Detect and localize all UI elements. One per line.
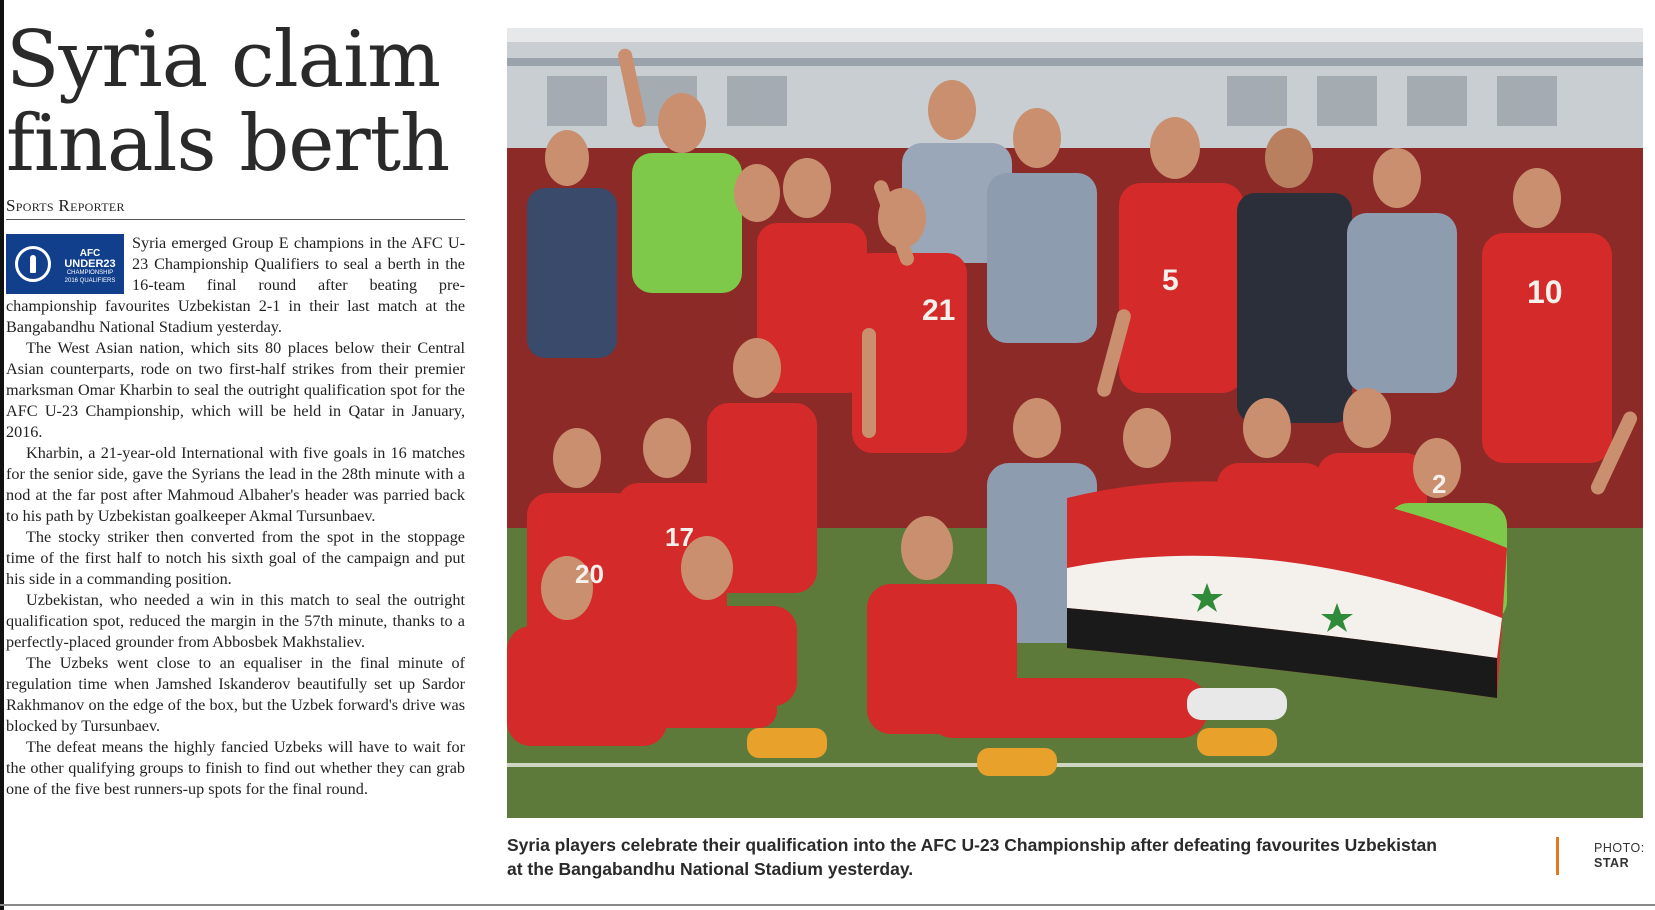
logo-subtitle: CHAMPIONSHIP xyxy=(66,270,114,276)
article-paragraph: The defeat means the highly fancied Uzbeks will have to wait for the other qualifying groups to finish to find out whether they can grab one of the five best runners-up spots for the final round. xyxy=(6,738,465,798)
jersey-number-5: 5 xyxy=(1162,264,1179,297)
page-bottom-rule xyxy=(0,904,1655,906)
article-paragraph: Kharbin, a 21-year-old International with five goals in 16 matches for the senior side, gave the Syrians the lead in the 28th minute with a nod at the far post after Mahmoud Albaher's header was parried back to his path by Uzbekistan goalkeeper Akmal Tursunbaev. xyxy=(6,444,465,525)
article-paragraph: The West Asian nation, which sits 80 places below their Central Asian counterparts, rode on two first-half strikes from their premier marksman Omar Kharbin to seal the outright qualification spot for the AFC U-23 Championship, which will be held in Qatar in January, 2016. xyxy=(6,339,465,441)
headline-line-2: finals berth xyxy=(6,99,450,189)
jersey-number-2: 2 xyxy=(1432,469,1447,499)
logo-name: UNDER23 xyxy=(64,258,116,270)
byline-rule xyxy=(6,219,465,220)
article-paragraph: The Uzbeks went close to an equaliser in the final minute of regulation time when Jamshed Iskanderov beautifully set up Sardor Rakhmanov on the edge of the box, but the Uzbek forward's drive was blocked by Tursunbaev. xyxy=(6,654,465,735)
jersey-number-17: 17 xyxy=(665,522,694,552)
jersey-number-21: 21 xyxy=(922,294,956,327)
afc-u23-logo xyxy=(6,234,124,294)
byline: Sports Reporter xyxy=(6,196,125,215)
photo-caption: Syria players celebrate their qualification into the AFC U-23 Championship after defeating favourites Uzbekistan at the Bangabandhu National Stadium yesterday. xyxy=(507,835,1437,879)
team-celebration-photo xyxy=(507,28,1643,818)
jersey-number-10: 10 xyxy=(1527,274,1563,310)
trophy-icon xyxy=(15,246,51,282)
credit-source: STAR xyxy=(1594,856,1630,870)
jersey-number-20: 20 xyxy=(575,559,604,589)
article-body xyxy=(6,233,465,893)
photo-credit xyxy=(1594,841,1654,871)
article-paragraph: Syria emerged Group E champions in the AFC U-23 Championship Qualifiers to seal a berth in the 16-team final round after beating pre-championship favourites Uzbekistan 2-1 in their last match at the Bangabandhu National Stadium yesterday. xyxy=(6,234,465,336)
headline xyxy=(6,15,476,189)
credit-accent-rule xyxy=(1556,837,1559,875)
article-paragraph: Uzbekistan, who needed a win in this match to seal the outright qualification spot, reduced the margin in the 57th minute, thanks to a perfectly-placed grounder from Abbosbek Makhstaliev. xyxy=(6,591,465,651)
headline-line-1: Syria claim xyxy=(6,15,441,105)
article-paragraph: The stocky striker then converted from the spot in the stoppage time of the first half to notch his sixth goal of the campaign and put his side in a commanding position. xyxy=(6,528,465,588)
logo-afc: AFC xyxy=(79,248,101,259)
credit-label: PHOTO: xyxy=(1594,841,1645,855)
left-column-rule xyxy=(0,0,4,910)
logo-edition: 2016 QUALIFIERS xyxy=(64,278,116,284)
